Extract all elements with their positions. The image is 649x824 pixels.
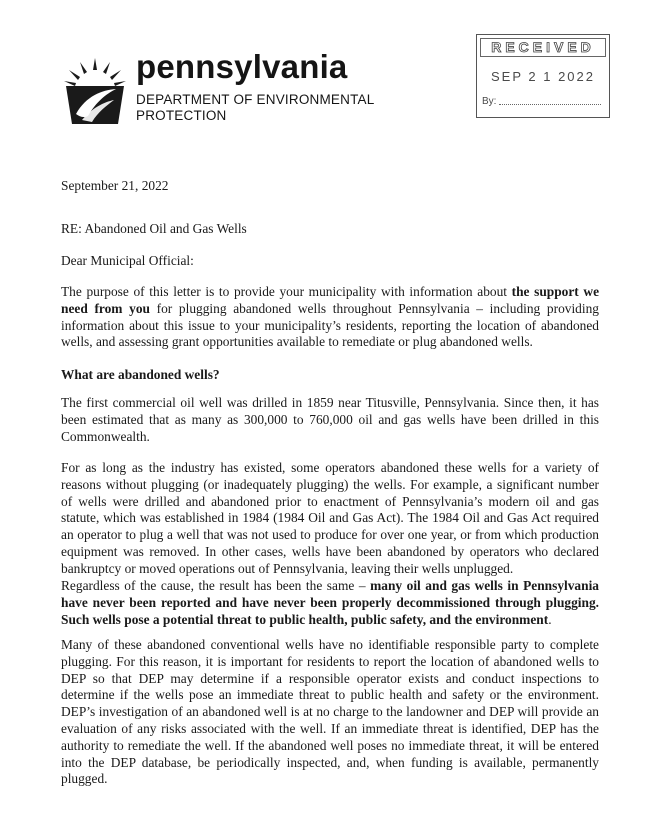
- paragraph-result-text-a: Regardless of the cause, the result has been the same –: [61, 578, 371, 593]
- received-stamp: [476, 34, 610, 118]
- paragraph-abandonment-reasons: For as long as the industry has existed, some operators abandoned these wells for a variety of reasons without plugging (or inadequately plugging) the wells. For example, a significant number of wells were drilled and abandoned prior to enactment of Pennsylvania’s modern oil and gas statute, which was established in 1984 (1984 Oil and Gas Act). The 1984 Oil and Gas Act required an operator to plug a well that was not used to produce for over one year, or from which production equipment was removed. In other cases, wells have been abandoned by operators who declared bankruptcy or moved operations out of Pennsylvania, leaving their wells unplugged.: [61, 460, 599, 576]
- brand-name: pennsylvania: [136, 48, 348, 85]
- department-line-2: PROTECTION: [136, 108, 227, 123]
- paragraph-result-emphasis: many oil and gas wells in Pennsylvania have never been reported and have never been properly decommissioned through plugging. Such wells pose a potential threat to public health, public safety, and the environment: [61, 578, 599, 627]
- paragraph-purpose-text-c: for plugging abandoned wells throughout Pennsylvania – including providing information about this issue to your municipality’s residents, reporting the location of abandoned wells, and assessing grant opportunities available to remediate or plug abandoned wells.: [61, 300, 599, 350]
- received-stamp-by-label: By:: [482, 96, 497, 107]
- paragraph-result-text-c: .: [548, 611, 552, 627]
- pa-keystone-logo-icon: [62, 56, 128, 126]
- received-stamp-title: RECEIVED: [480, 38, 606, 57]
- received-stamp-date: SEP 2 1 2022: [491, 69, 595, 84]
- section-heading: What are abandoned wells?: [61, 367, 220, 382]
- department-line-1: DEPARTMENT OF ENVIRONMENTAL: [136, 92, 375, 107]
- paragraph-history: The first commercial oil well was drilled in 1859 near Titusville, Pennsylvania. Since then, it has been estimated that as many as 300,000 to 760,000 oil and gas wells have been drilled in this Commonwealth.: [61, 395, 599, 444]
- department-name: [136, 92, 374, 124]
- salutation: Dear Municipal Official:: [61, 253, 194, 268]
- paragraph-reporting: Many of these abandoned conventional wells have no identifiable responsible party to complete plugging. For this reason, it is important for residents to report the location of abandoned wells to DEP so that DEP may determine if a responsible operator exists and conduct inspections to determine if the wells pose an immediate threat to public health and safety or the environment. DEP’s investigation of an abandoned well is at no charge to the landowner and DEP will provide an evaluation of any risks associated with the well. If an immediate threat is identified, DEP has the authority to remediate the well. If the abandoned well poses no immediate threat, it will be entered into the DEP database, be periodically inspected, and, when funding is available, permanently plugged.: [61, 637, 599, 787]
- paragraph-purpose: [61, 284, 599, 351]
- subject-line: RE: Abandoned Oil and Gas Wells: [61, 221, 247, 236]
- paragraph-purpose-text-a: The purpose of this letter is to provide your municipality with information about: [61, 284, 512, 299]
- paragraph-purpose-emphasis: the support we need from you: [61, 284, 600, 316]
- paragraph-result: [61, 578, 599, 628]
- received-stamp-by-line: [499, 104, 601, 105]
- letter-date: September 21, 2022: [61, 178, 169, 193]
